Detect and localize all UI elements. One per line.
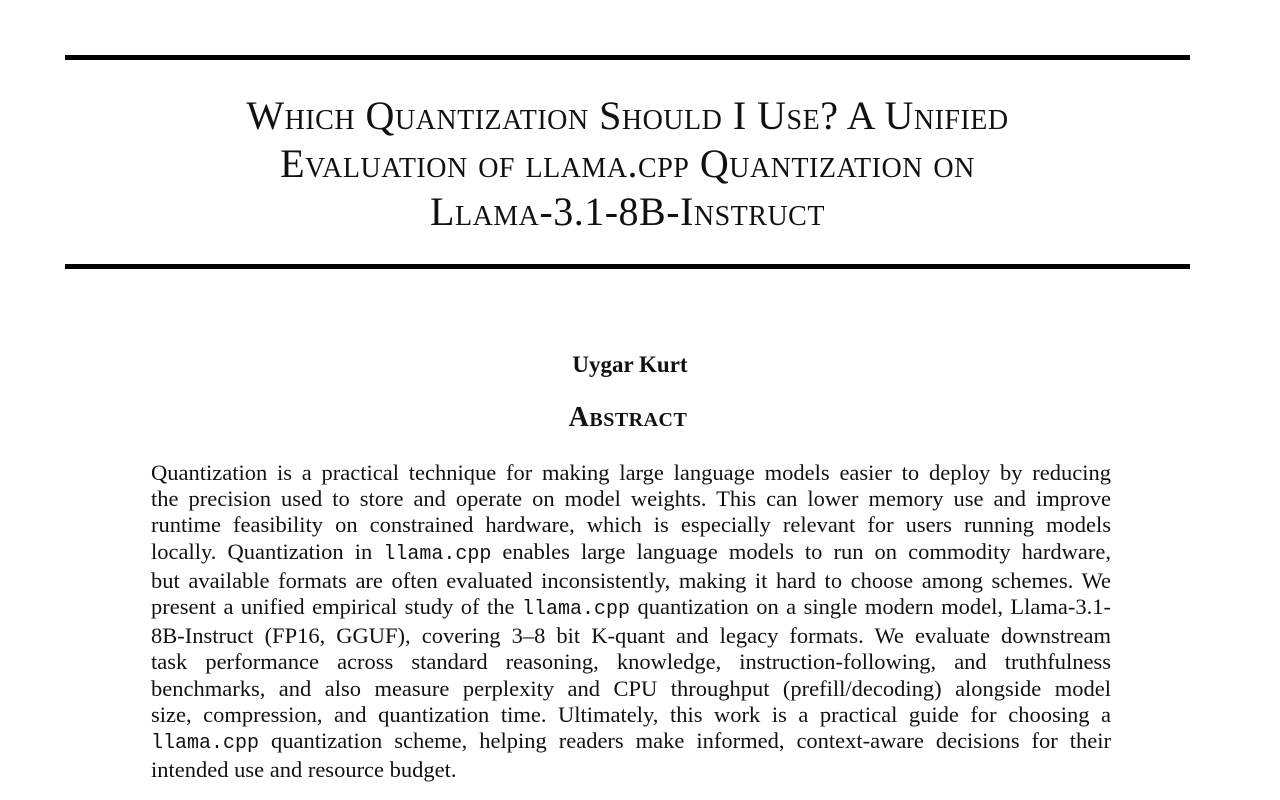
- abstract-text: task performance across standard reasoning, knowledge, instruction-following, and truthfulness: [151, 649, 1111, 675]
- abstract-line-6: [151, 594, 1111, 623]
- abstract-text: quantization scheme, helping readers make informed, context-aware decisions for their: [259, 728, 1111, 754]
- abstract-line-3: [151, 512, 1111, 538]
- abstract-text: Quantization is a practical technique for making large language models easier to deploy by reducing: [151, 460, 1111, 485]
- abstract-body: [151, 460, 1111, 783]
- abstract-line-12: [151, 757, 1111, 783]
- abstract-text: intended use and resource budget.: [151, 757, 457, 783]
- abstract-line-8: [151, 649, 1111, 675]
- abstract-line-11: [151, 728, 1111, 757]
- abstract-text: runtime feasibility on constrained hardware, which is especially relevant for users running models: [151, 512, 1111, 538]
- abstract-text: the precision used to store and operate on model weights. This can lower memory use and improve: [151, 486, 1111, 512]
- abstract-text: 8B-Instruct (FP16, GGUF), covering 3–8 bit K-quant and legacy formats. We evaluate downstream: [151, 623, 1111, 649]
- paper-title: [65, 92, 1190, 236]
- title-line-2: Evaluation of llama.cpp Quantization on: [280, 141, 975, 186]
- title-bottom-rule: [65, 264, 1190, 269]
- abstract-line-5: [151, 568, 1111, 594]
- title-line-1: Which Quantization Should I Use? A Unified: [246, 93, 1009, 138]
- abstract-text: enables large language models to run on commodity hardware,: [491, 538, 1111, 564]
- title-top-rule: [65, 55, 1190, 60]
- abstract-line-10: [151, 702, 1111, 728]
- abstract-line-7: [151, 623, 1111, 649]
- abstract-text: locally. Quantization in: [151, 538, 384, 564]
- code-term: llama.cpp: [383, 542, 492, 566]
- abstract-line-9: [151, 676, 1111, 702]
- abstract-line-2: [151, 486, 1111, 512]
- abstract-text: but available formats are often evaluated inconsistently, making it hard to choose among schemes. We: [151, 567, 1111, 593]
- author-name: Uygar Kurt: [572, 352, 688, 377]
- abstract-text: benchmarks, and also measure perplexity and CPU throughput (prefill/decoding) alongside model: [151, 675, 1111, 701]
- abstract-line-1: [151, 460, 1111, 486]
- abstract-text: quantization on a single modern model, Llama-3.1-: [630, 594, 1112, 620]
- code-term: llama.cpp: [151, 732, 260, 756]
- code-term: llama.cpp: [522, 598, 631, 622]
- abstract-heading: Abstract: [568, 402, 688, 433]
- abstract-text: present a unified empirical study of the: [151, 594, 522, 620]
- title-line-3: Llama-3.1-8B-Instruct: [430, 189, 825, 234]
- abstract-line-4: [151, 539, 1111, 568]
- abstract-text: size, compression, and quantization time. Ultimately, this work is a practical guide for choosing a: [151, 701, 1111, 727]
